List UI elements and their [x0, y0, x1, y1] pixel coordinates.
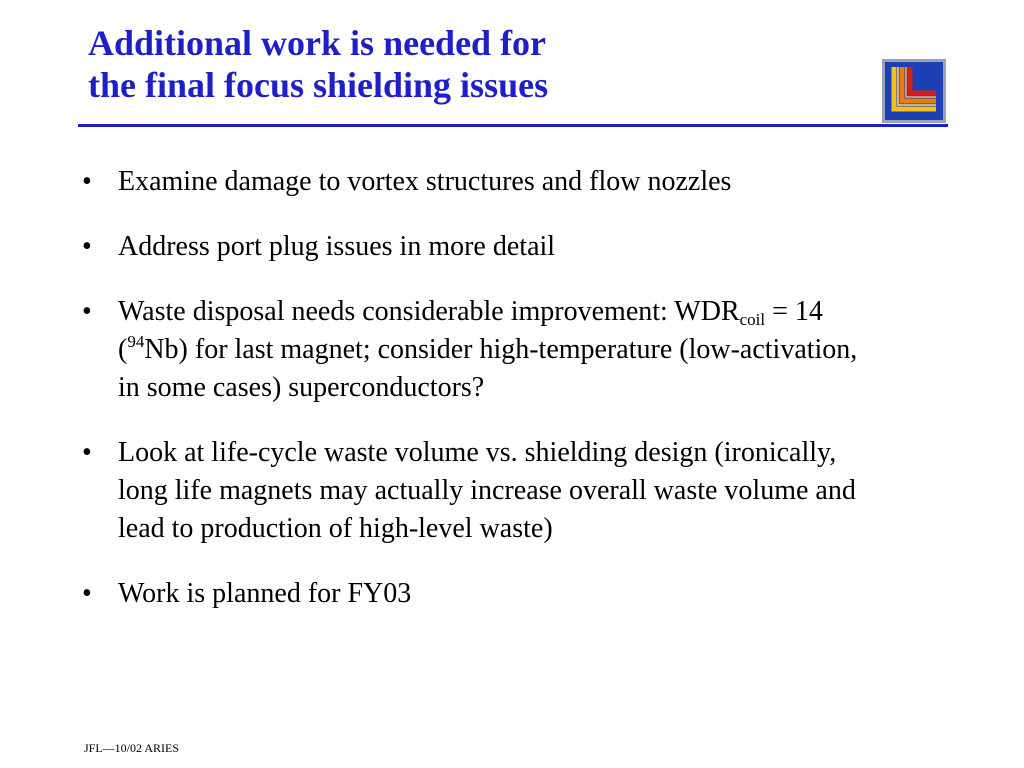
bullet-text-pre: Waste disposal needs considerable improvement: WDR [118, 296, 740, 327]
bullet-text: Look at life-cycle waste volume vs. shielding design (ironically, long life magnets may actually increase overall waste volume and lead to production of high-level waste) [118, 437, 856, 544]
slide-footer: JFL—10/02 ARIES [84, 741, 180, 755]
bullet-marker: • [82, 296, 92, 327]
slide-title [88, 22, 868, 106]
title-divider [78, 124, 948, 127]
bullet-marker: • [82, 437, 92, 468]
bullet-marker: • [82, 578, 92, 609]
slide-title-line-1: Additional work is needed for [88, 23, 547, 63]
subscript-coil: coil [739, 310, 766, 329]
llnl-logo-icon [882, 59, 946, 123]
bullet-item [82, 434, 882, 548]
bullet-item [82, 228, 882, 266]
bullet-text [118, 293, 882, 407]
bullet-text-post: Nb) for last magnet; consider high-temperature (low-activation, in some cases) superconductors? [118, 334, 858, 403]
bullet-marker: • [82, 231, 92, 262]
bullet-text-mid: = 14 ( [118, 296, 823, 365]
bullet-marker: • [82, 166, 92, 197]
bullet-item [82, 163, 882, 201]
logo-graphic [882, 59, 946, 123]
bullet-text: Work is planned for FY03 [118, 578, 412, 609]
bullet-item [82, 293, 882, 407]
bullet-item [82, 575, 882, 613]
bullet-text: Address port plug issues in more detail [118, 231, 556, 262]
bullet-list [82, 163, 882, 613]
superscript-94: 94 [127, 332, 145, 351]
slide-title-line-2: the final focus shielding issues [88, 65, 549, 105]
bullet-text: Examine damage to vortex structures and flow nozzles [118, 166, 732, 197]
